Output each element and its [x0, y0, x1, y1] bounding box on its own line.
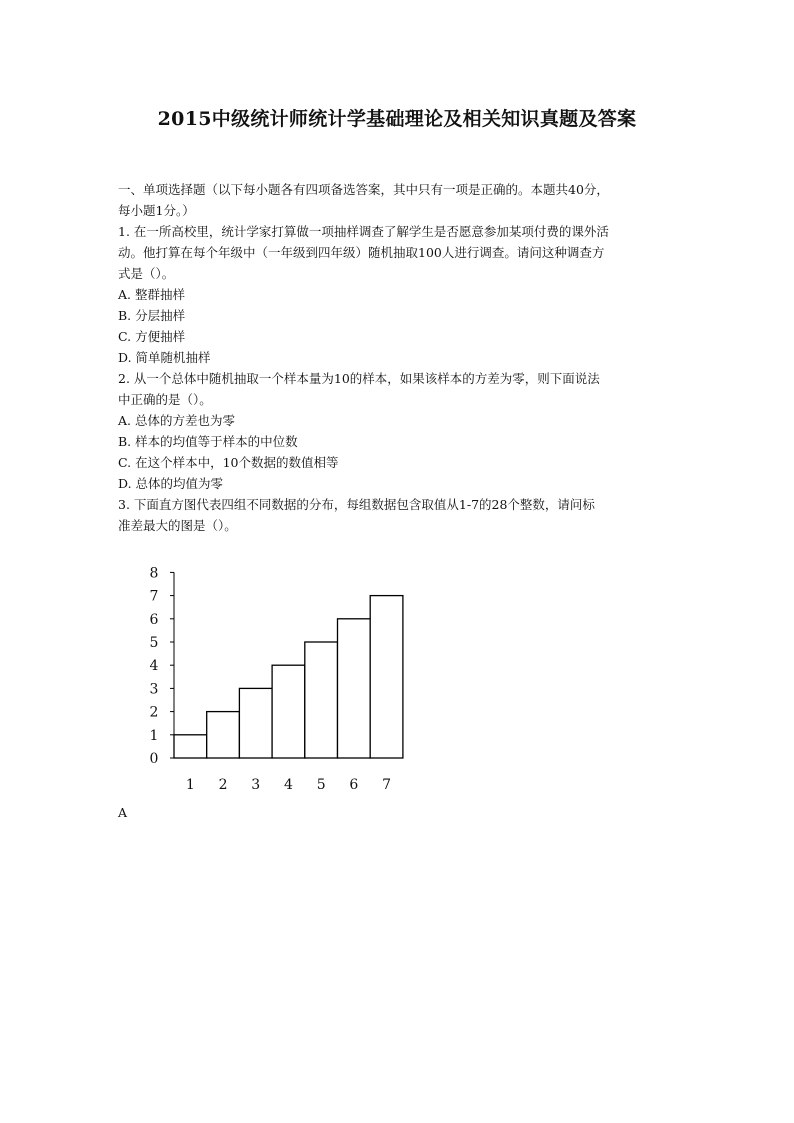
figure-caption: A [118, 805, 128, 820]
histogram-chart [120, 560, 420, 800]
section-header-line: 每小题1分。） [118, 203, 195, 218]
question-1-stem: 1. 在一所高校里，统计学家打算做一项抽样调查了解学生是否愿意参加某项付费的课外活 [118, 224, 609, 239]
histogram-bar [239, 688, 272, 758]
x-tick-label: 7 [382, 777, 392, 793]
histogram-bar [338, 619, 371, 758]
x-tick-label: 5 [316, 777, 326, 793]
y-tick-label: 1 [149, 727, 159, 744]
x-tick-label: 4 [283, 777, 293, 793]
histogram-bar [370, 596, 403, 758]
question-3-stem: 3. 下面直方图代表四组不同数据的分布，每组数据包含取值从1-7的28个整数，请问标 [118, 497, 595, 512]
question-1-option-b: B. 分层抽样 [118, 308, 186, 323]
question-2-option-d: D. 总体的均值为零 [118, 476, 224, 491]
x-tick-label: 1 [185, 777, 195, 793]
y-tick-label: 7 [149, 588, 159, 605]
y-tick-label: 3 [149, 681, 159, 698]
y-tick-label: 5 [149, 635, 159, 651]
histogram-bar [305, 642, 338, 758]
y-tick-label: 8 [149, 565, 159, 582]
y-tick-label: 2 [149, 704, 159, 721]
question-section [118, 179, 678, 536]
y-tick-label: 0 [149, 751, 159, 767]
question-2-stem: 中正确的是（）。 [118, 392, 212, 407]
question-3-stem: 准差最大的图是（）。 [118, 518, 237, 533]
x-tick-label: 2 [218, 777, 228, 793]
question-2-option-c: C. 在这个样本中，10个数据的数值相等 [118, 455, 339, 470]
y-tick-label: 4 [149, 658, 159, 675]
question-2-stem: 2. 从一个总体中随机抽取一个样本量为10的样本，如果该样本的方差为零，则下面说法 [118, 371, 600, 386]
document-title: 2015中级统计师统计学基础理论及相关知识真题及答案 [157, 108, 637, 130]
x-tick-label: 3 [251, 777, 261, 793]
section-header-line: 一、单项选择题（以下每小题各有四项备选答案，其中只有一项是正确的。本题共40分， [118, 182, 609, 197]
y-tick-label: 6 [149, 611, 159, 628]
x-tick-label: 6 [349, 777, 359, 793]
histogram-bar [174, 735, 207, 758]
histogram-bar [207, 712, 240, 758]
question-1-stem: 动。他打算在每个年级中（一年级到四年级）随机抽取100人进行调查。请问这种调查方 [118, 245, 605, 260]
question-2-option-a: A. 总体的方差也为零 [118, 413, 235, 428]
question-1-stem: 式是（）。 [118, 266, 175, 281]
question-2-option-b: B. 样本的均值等于样本的中位数 [118, 434, 298, 449]
histogram-bar [272, 665, 305, 758]
question-1-option-d: D. 简单随机抽样 [118, 350, 211, 365]
question-1-option-c: C. 方便抽样 [118, 329, 186, 344]
question-1-option-a: A. 整群抽样 [118, 287, 185, 302]
